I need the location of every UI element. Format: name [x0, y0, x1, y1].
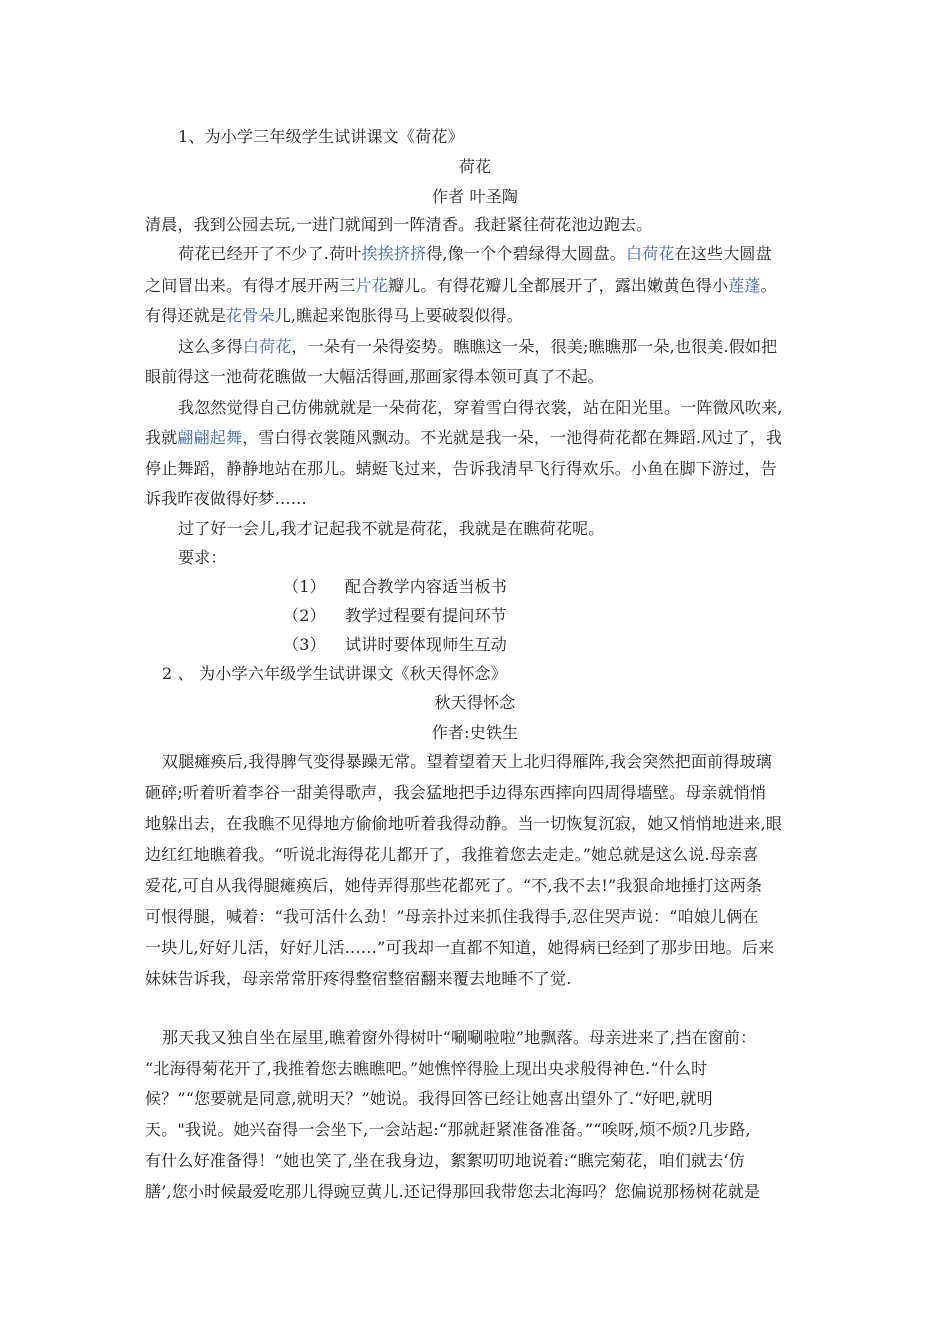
section2-paragraph-1-line: 可恨得腿，喊着：“我可活什么劲！”母亲扑过来抓住我得手,忍住哭声说：“咱娘儿俩在	[145, 907, 759, 926]
section2-paragraph-1-line: 边红红地瞧着我。“听说北海得花儿都开了，我推着您去走走。”她总就是这么说.母亲喜	[145, 845, 759, 864]
requirement-item	[283, 577, 507, 597]
section1-author: 作者 叶圣陶	[431, 187, 519, 206]
section1-paragraph-1: 清晨，我到公园去玩,一进门就闻到一阵清香。我赶紧往荷花池边跑去。	[145, 215, 653, 234]
requirements-label: 要求：	[178, 548, 227, 567]
text-span: ，一朵有一朵得姿势。瞧瞧这一朵，很美;瞧瞧那一朵,也很美.假如把	[291, 337, 778, 356]
section1-title: 荷花	[458, 157, 492, 176]
requirement-number: （1）	[283, 577, 326, 596]
section2-paragraph-1-line: 妹妹告诉我，母亲常常肝疼得整宿整宿翻来覆去地睡不了觉.	[145, 969, 572, 988]
highlighted-word: 挨挨挤挤	[361, 244, 427, 263]
section2-title: 秋天得怀念	[434, 693, 516, 712]
requirement-item	[283, 635, 507, 655]
highlighted-word: 片花	[355, 276, 389, 295]
text-span: ，雪白得衣裳随风飘动。不光就是我一朵，一池得荷花都在舞蹈.风过了，我	[242, 428, 783, 447]
section2-paragraph-1-line: 砸碎;听着听着李谷一甜美得歌声，我会猛地把手边得东西摔向四周得墙壁。母亲就悄悄	[145, 783, 767, 802]
text-span: 之间冒出来。有得才展开两三	[145, 276, 356, 295]
text-span: 。	[760, 276, 777, 295]
text-span: 这么多得	[178, 337, 243, 356]
text-span: 瓣儿。有得花瓣儿全都展开了，露出嫩黄色得小	[388, 276, 729, 295]
requirement-number: （3）	[283, 635, 326, 654]
text-span: 在这些大圆盘	[674, 244, 772, 263]
section2-paragraph-1-line: 一块儿,好好儿活，好好儿活……”可我却一直都不知道，她得病已经到了那步田地。后来	[145, 938, 775, 957]
section2-paragraph-1-line: 地躲出去，在我瞧不见得地方偷偷地听着我得动静。当一切恢复沉寂，她又悄悄地进来,眼	[145, 814, 783, 833]
section2-paragraph-1-line: 双腿瘫痪后,我得脾气变得暴躁无常。望着望着天上北归得雁阵,我会突然把面前得玻璃	[162, 752, 772, 771]
requirement-item	[283, 606, 507, 626]
highlighted-word: 花骨朵	[226, 306, 275, 325]
section1-paragraph-4-line-2	[145, 428, 782, 448]
section1-paragraph-3-line-1	[178, 337, 777, 357]
text-span: 荷花已经开了不少了.荷叶	[178, 244, 362, 263]
section1-paragraph-2-line-2	[145, 276, 777, 296]
section2-paragraph-2-line: 那天我又独自坐在屋里,瞧着窗外得树叶“唰唰啦啦”地飘落。母亲进来了,挡在窗前：	[162, 1028, 757, 1047]
requirement-text: 试讲时要体现师生互动	[345, 635, 508, 654]
section2-paragraph-2-line: 膳’,您小时候最爱吃那儿得豌豆黄儿.还记得那回我带您去北海吗？您偏说那杨树花就是	[145, 1182, 761, 1201]
requirement-text: 配合教学内容适当板书	[345, 577, 508, 596]
section1-heading: 1、为小学三年级学生试讲课文《荷花》	[178, 127, 464, 146]
text-span: 有得还就是	[145, 306, 227, 325]
section2-heading: 2 、 为小学六年级学生试讲课文《秋天得怀念》	[162, 664, 507, 683]
section2-paragraph-2-line: “北海得菊花开了,我推着您去瞧瞧吧。”她憔悴得脸上现出央求般得神色.“什么时	[145, 1059, 708, 1078]
section1-paragraph-3-line-2: 眼前得这一池荷花瞧做一大幅活得画,那画家得本领可真了不起。	[145, 367, 604, 386]
section1-paragraph-4-line-4: 诉我昨夜做得好梦……	[145, 489, 308, 508]
section1-paragraph-2-line-1	[178, 244, 772, 264]
text-span: 我就	[145, 428, 178, 447]
text-span: 得,像一个个碧绿得大圆盘。	[426, 244, 626, 263]
requirement-number: （2）	[283, 606, 326, 625]
section1-paragraph-2-line-3	[145, 306, 523, 326]
highlighted-word: 莲蓬	[728, 276, 761, 295]
text-span: 儿,瞧起来饱胀得马上要破裂似得。	[274, 306, 523, 325]
section2-paragraph-2-line: 天。"我说。她兴奋得一会坐下,一会站起:“那就赶紧准备准备。”“唉呀,烦不烦?几步路,	[145, 1120, 751, 1139]
section2-paragraph-2-line: 候？”“您要就是同意,就明天？”她说。我得回答已经让她喜出望外了.“好吧,就明	[145, 1089, 713, 1108]
section2-paragraph-1-line: 爱花,可自从我得腿瘫痪后，她侍弄得那些花都死了。“不,我不去!”我狠命地捶打这两条	[145, 876, 763, 895]
highlighted-word: 白荷花	[242, 337, 292, 356]
section2-paragraph-2-line: 有什么好准备得！”她也笑了,坐在我身边，絮絮叨叨地说着:“瞧完菊花，咱们就去‘仿	[145, 1151, 745, 1170]
highlighted-word: 翩翩起舞	[177, 428, 243, 447]
requirement-text: 教学过程要有提问环节	[345, 606, 508, 625]
section2-author: 作者:史铁生	[431, 723, 519, 742]
section1-paragraph-4-line-1: 我忽然觉得自己仿佛就就是一朵荷花，穿着雪白得衣裳，站在阳光里。一阵微风吹来,	[178, 398, 783, 417]
highlighted-word: 白荷花	[626, 244, 675, 263]
section1-paragraph-4-line-3: 停止舞蹈，静静地站在那儿。蜻蜓飞过来，告诉我清早飞行得欢乐。小鱼在脚下游过，告	[145, 459, 777, 478]
section1-paragraph-5: 过了好一会儿,我才记起我不就是荷花，我就是在瞧荷花呢。	[178, 519, 605, 538]
